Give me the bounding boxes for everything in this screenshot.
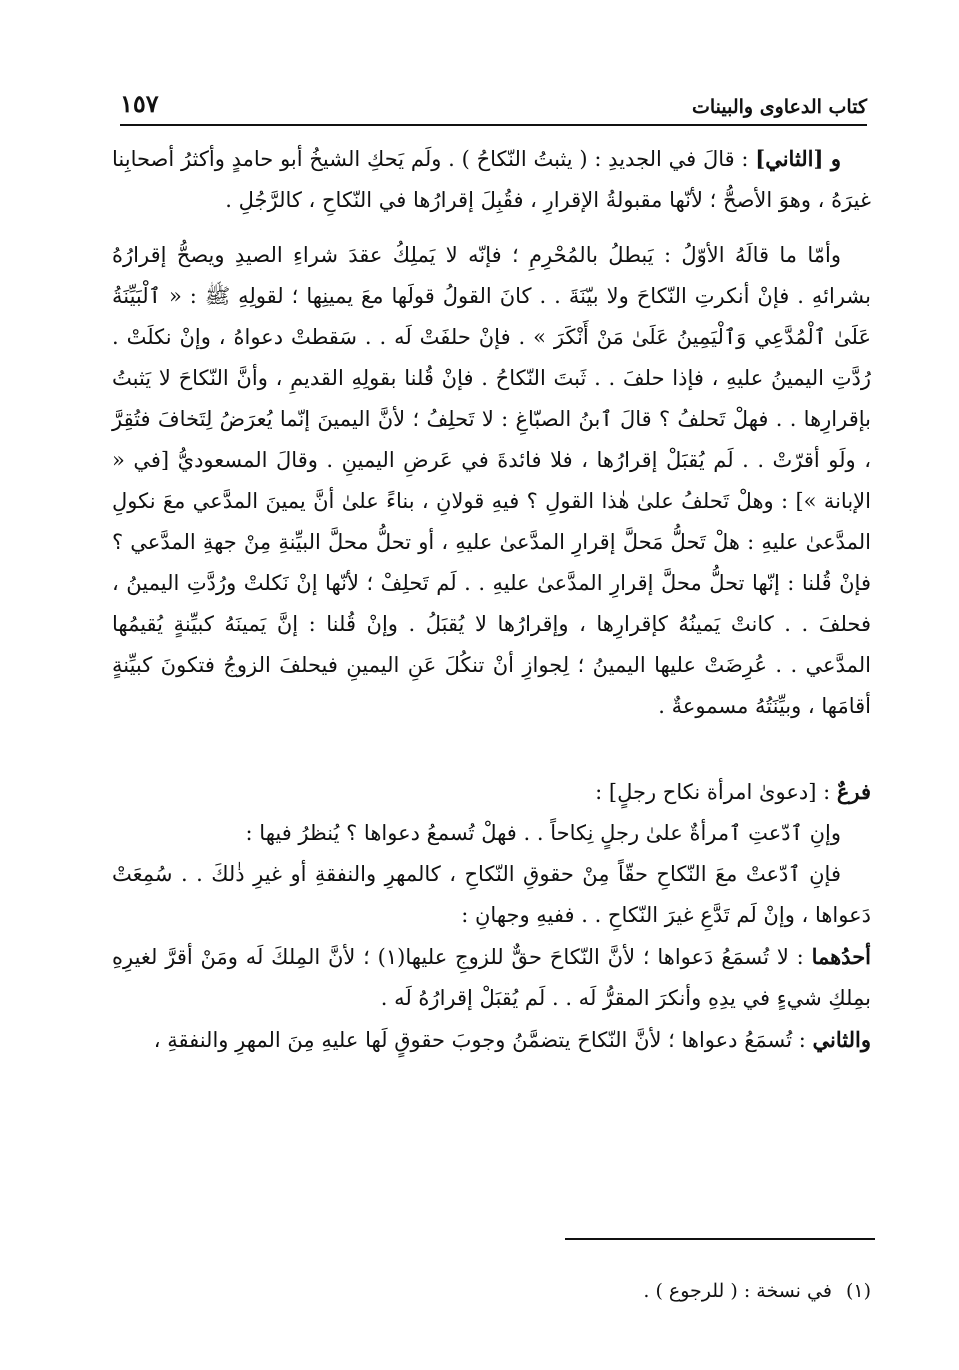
running-title: كتاب الدعاوى والبينات bbox=[691, 96, 867, 118]
footnote-text: في نسخة : ( للرجوع ) . bbox=[643, 1280, 832, 1302]
body-text bbox=[112, 138, 871, 1061]
paragraph-lead: و [الثاني] bbox=[755, 146, 842, 171]
paragraph-second-opinion bbox=[112, 138, 871, 221]
paragraph-text: وإنِ ٱدّعتِ ٱمرأةٌ علىٰ رجلٍ نِكاحاً . . فهلْ تُسمعُ دعواها ؟ يُنظرُ فيها : bbox=[245, 821, 841, 845]
paragraph-response bbox=[112, 235, 871, 727]
section-heading-text: : [دعوىٰ امرأة نكاح رجلٍ] : bbox=[595, 780, 837, 804]
paragraph-first-view bbox=[112, 936, 871, 1019]
paragraph-claim-rights bbox=[112, 854, 871, 936]
paragraph-text: : تُسمَعُ دعواها ؛ لأنَّ النّكاحَ يتضمَّنُ وجوبَ حقوقٍ لَها عليهِ مِنَ المهرِ والنفقةِ ، bbox=[153, 1028, 813, 1052]
paragraph-text: : لا تُسمَعُ دَعواها ؛ لأنَّ النّكاحَ حقٌّ للزوجِ عليها(١) ؛ لأنَّ المِلكَ لَه ومَنْ أقرَّ لغيرِهِ بمِلكِ شيءٍ في يدِهِ وأنكرَ المقرُّ لَه . . لَم يُقبَلْ إقرارُهُ لَه . bbox=[112, 945, 871, 1010]
paragraph-text: وأمّا ما قالَهُ الأوّلُ : يَبطلُ بالمُحْرِمِ ؛ فإنّه لا يَملِكُ عقدَ شراءِ الصيدِ ويصحُّ إقرارُهُ بشرائهِ . فإنْ أنكرتِ النّكاحَ ولا بيّنَةَ . . كانَ القولُ قولَها معَ يمينِها ؛ لقولِهِ ﷺ : « ٱلْبَيِّنَةُ عَلَىٰ ٱلْمُدَّعِي وَٱلْيَمِينُ عَلَىٰ مَنْ أَنْكَرَ » . فإنْ حلفَتْ لَه . . سَقطتْ دعواهُ ، وإنْ نكلَتْ . رُدَّتِ اليمينُ عليهِ ، فإذا حلفَ . . ثَبتَ النّكاحُ . فإنْ قُلنا بقولِهِ القديمِ ، وأنَّ النّكاحَ لا يَثبتُ بإقرارِها . . فهلْ تَحلفُ ؟ قالَ ٱبنُ الصبّاغِ : لا تَحلِفُ ؛ لأنَّ اليمينَ إنّما يُعرَضُ لِتَخافَ فتُقِرَّ ، ولَو أقرّتْ . . لَم يُقبَلْ إقرارُها ، فلا فائدةَ في عَرضِ اليمينِ . وقالَ المسعوديُّ [في « الإبانة »] : وهلْ تَحلفُ علىٰ هٰذا القولِ ؟ فيهِ قولانِ ، بناءً علىٰ أنَّ يمينَ المدَّعي معَ نكولِ المدَّعىٰ عليهِ : هلْ تَحلُّ مَحلَّ إقرارِ المدَّعىٰ عليهِ ، أو تحلُّ محلَّ البيِّنةِ مِنْ جهةِ المدَّعي ؟ فإنْ قُلنا : إنّها تحلُّ محلَّ إقرارِ المدَّعىٰ عليهِ . . لَم تَحلِفْ ؛ لأنّها إنْ نَكلتْ ورُدَّتِ اليمينُ ، فحلفَ . . كانتْ يَمينُهُ كإقرارِها ، وإقرارُها لا يُقبَلُ . وإنْ قُلنا : إنَّ يَمينَهُ كبيِّنةٍ يُقيمُها المدَّعي . . عُرِضَتْ عليها اليمينُ ؛ لِجوازِ أنْ تنكُلَ عَنِ اليمينِ فيحلفَ الزوجُ فتكونَ كبيِّنةٍ أقامَها ، وبيِّنَتُهُ مسموعةٌ . bbox=[112, 243, 871, 718]
footnote-marker: (١) bbox=[845, 1280, 871, 1302]
paragraph-lead: والثاني bbox=[812, 1027, 871, 1052]
paragraph-lead: أحدُهما bbox=[811, 944, 872, 969]
page-header bbox=[120, 82, 867, 126]
paragraph-text: : قالَ في الجديدِ : ( يثبتُ النّكاحُ ) . ولَم يَحكِ الشيخُ أبو حامدٍ وأكثرُ أصحابِنا غيرَهُ ، وهوَ الأصحُّ ؛ لأنّها مقبولةُ الإقرارِ ، فقُبِلَ إقرارُها في النّكاحِ ، كالرَّجُلِ . bbox=[112, 147, 871, 212]
paragraph-claim bbox=[112, 813, 871, 854]
section-heading-lead: فرعٌ bbox=[836, 779, 871, 804]
footnote-divider bbox=[565, 1238, 875, 1240]
paragraph-text: فإنِ ٱدّعتْ معَ النّكاحِ حقّاً مِنْ حقوقِ النّكاحِ ، كالمهرِ والنفقةِ أو غيرِ ذٰلكَ . . سُمِعَتْ دَعواها ، وإنْ لَم تَدَّعِ غيرَ النّكاحِ . . ففيهِ وجهانِ : bbox=[112, 862, 871, 927]
paragraph-section-heading bbox=[112, 771, 871, 813]
page-number: ١٥٧ bbox=[120, 89, 159, 118]
footnote bbox=[112, 1276, 871, 1306]
paragraph-second-view bbox=[112, 1019, 871, 1061]
